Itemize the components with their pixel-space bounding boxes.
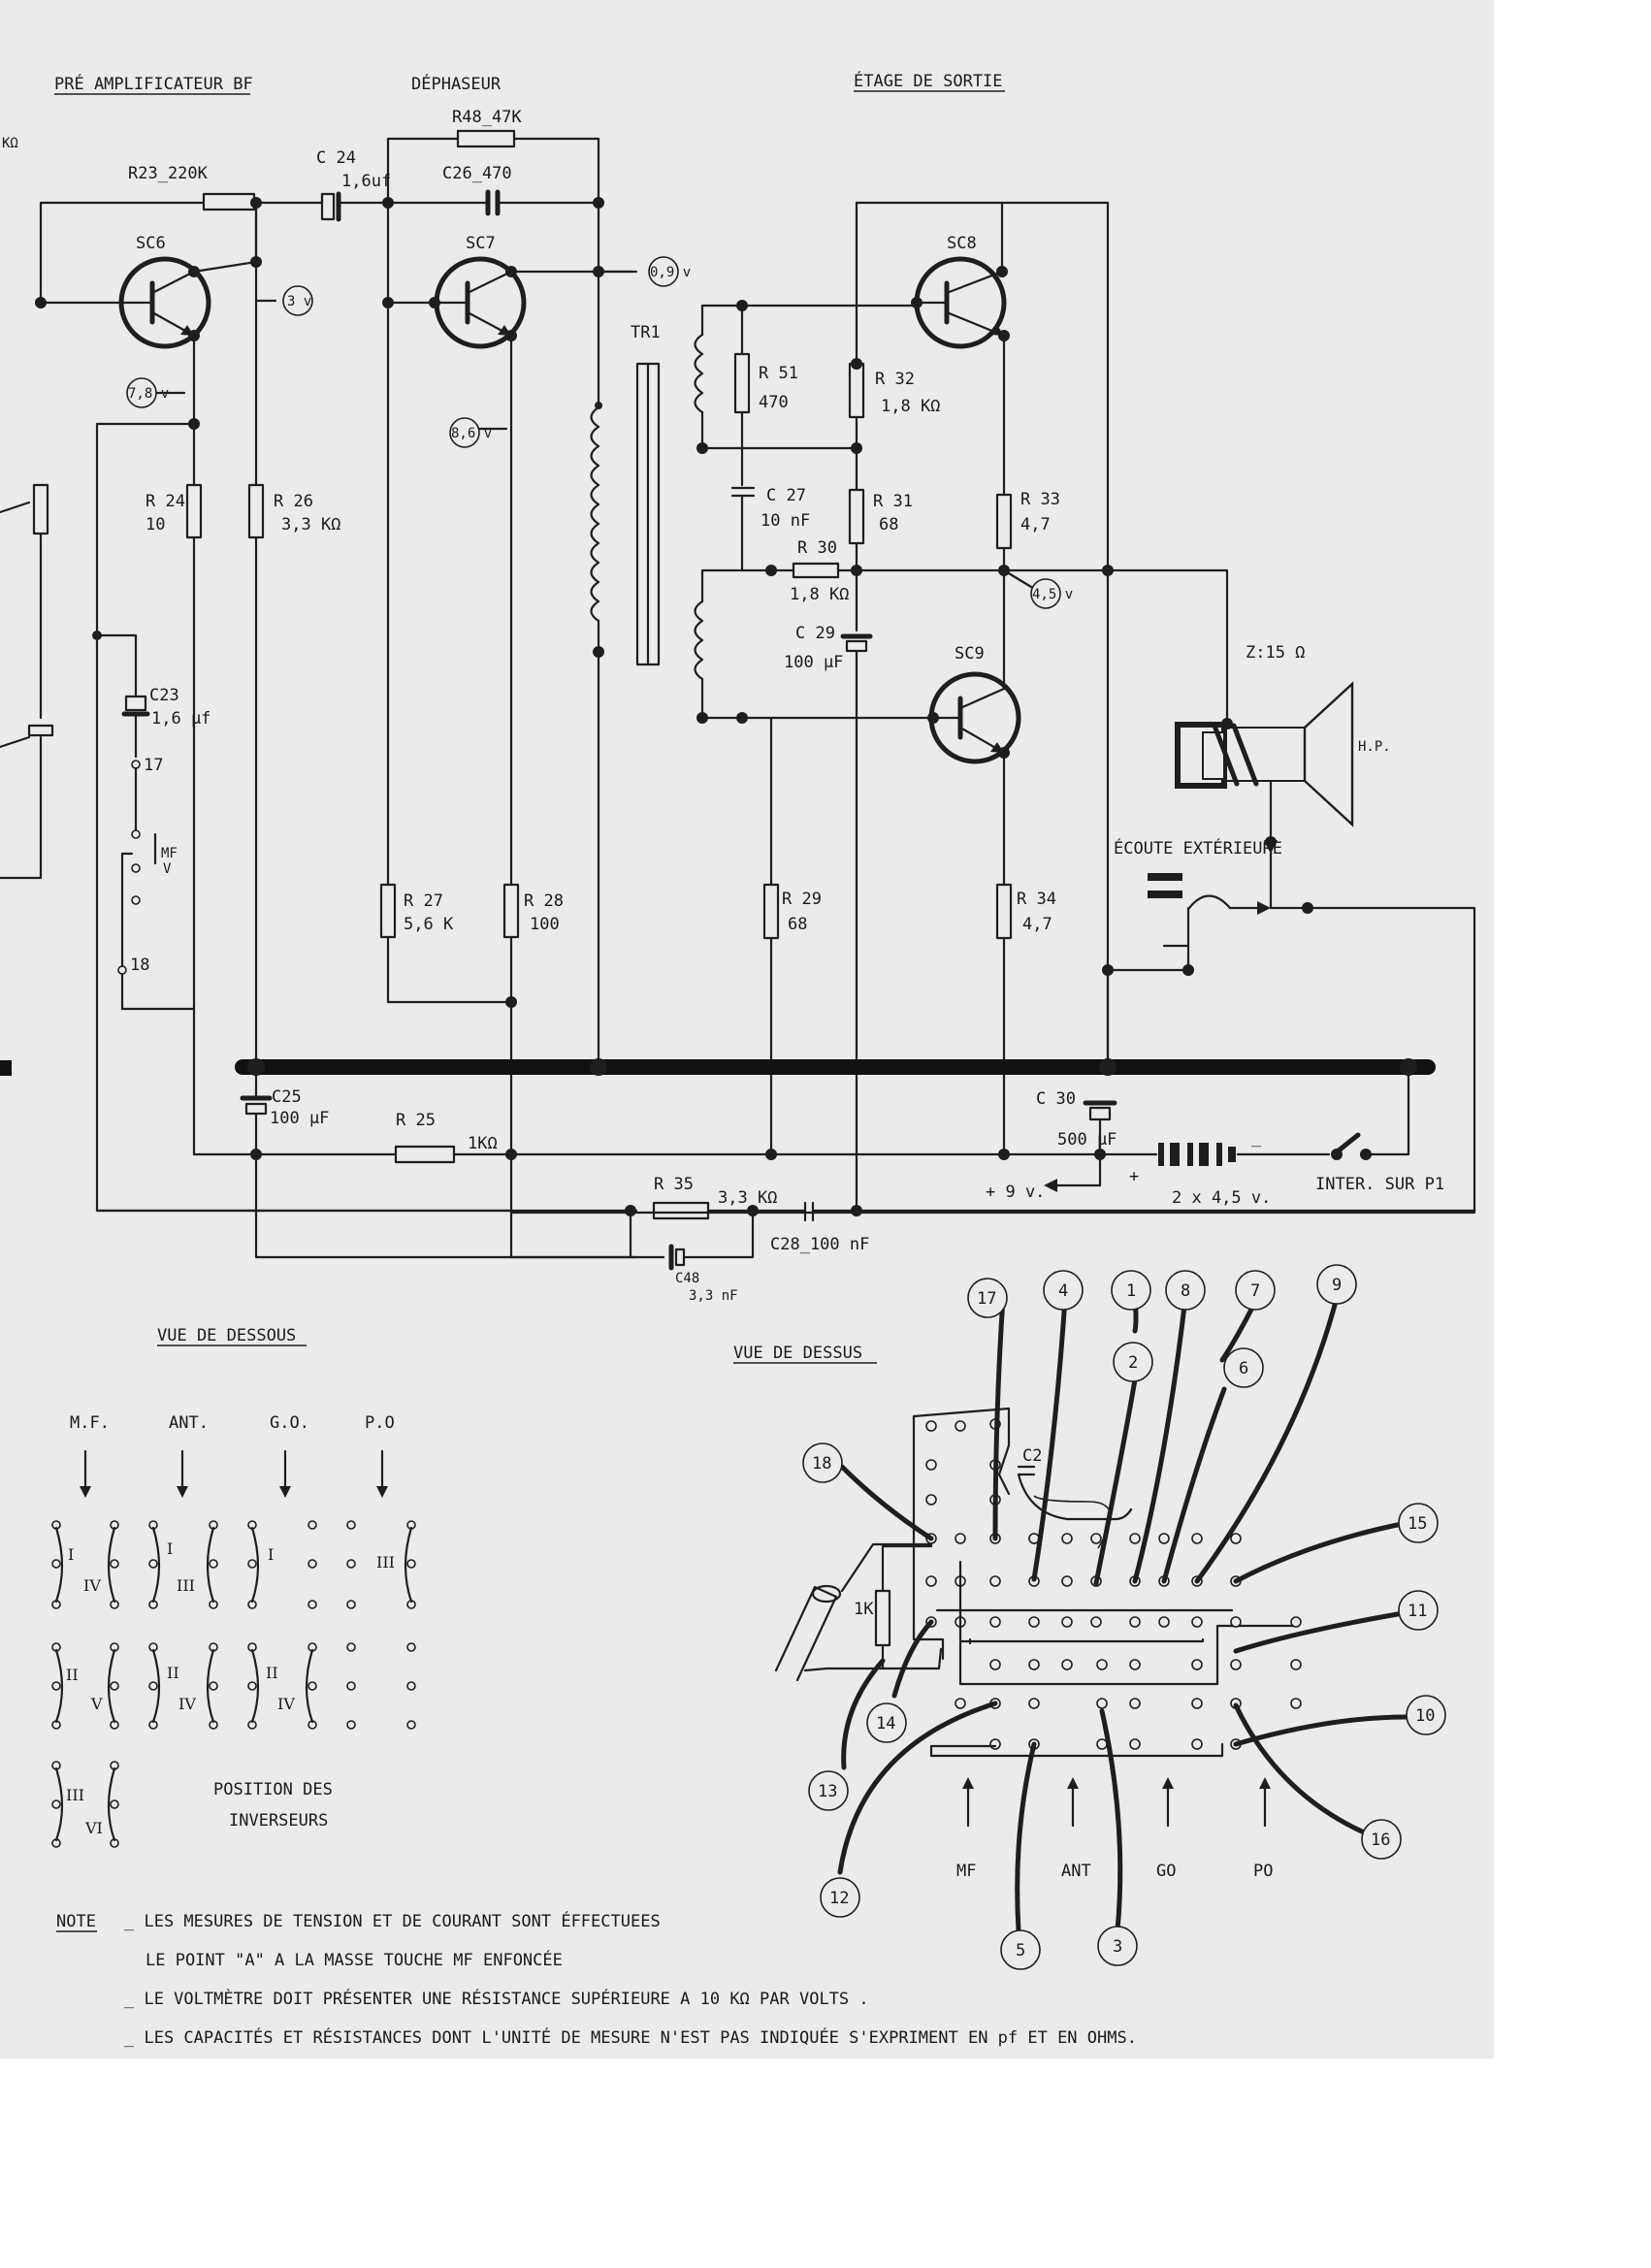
r27-resistor bbox=[381, 885, 395, 937]
svg-text:17: 17 bbox=[977, 1289, 997, 1309]
heading-phase-splitter: DÉPHASEUR bbox=[411, 75, 502, 94]
top-view-panel bbox=[733, 1265, 1445, 1969]
c27-label: C 27 bbox=[766, 486, 806, 505]
svg-text:2: 2 bbox=[1128, 1353, 1139, 1373]
svg-text:V: V bbox=[91, 1695, 103, 1713]
r48-resistor bbox=[458, 131, 514, 146]
r27-label: R 27 bbox=[404, 891, 443, 911]
svg-text:III: III bbox=[177, 1576, 195, 1595]
r34-value: 4,7 bbox=[1022, 915, 1052, 934]
r26-value: 3,3 KΩ bbox=[281, 515, 341, 535]
c26-label: C26_470 bbox=[442, 164, 512, 183]
c48-label: C48 bbox=[675, 1271, 700, 1286]
sc7-label: SC7 bbox=[466, 234, 496, 253]
svg-text:II: II bbox=[167, 1664, 179, 1682]
note-line-4: _ LES CAPACITÉS ET RÉSISTANCES DONT L'UNITÉ DE MESURE N'EST PAS INDIQUÉE S'EXPRIMENT EN pf ET EN OHMS. bbox=[124, 2028, 1137, 2048]
r24-label: R 24 bbox=[146, 492, 185, 511]
col-go: G.O. bbox=[270, 1413, 309, 1433]
svg-text:IV: IV bbox=[277, 1695, 295, 1713]
r29-value: 68 bbox=[788, 915, 808, 934]
r24-value: 10 bbox=[146, 515, 166, 535]
r28-value: 100 bbox=[530, 915, 560, 934]
c24-label: C 24 bbox=[316, 148, 356, 168]
top-view-title: VUE DE DESSUS bbox=[733, 1344, 863, 1363]
r32-value: 1,8 KΩ bbox=[881, 397, 941, 416]
r33-label: R 33 bbox=[1020, 490, 1060, 509]
svg-text:3 v: 3 v bbox=[287, 294, 312, 309]
r26-label: R 26 bbox=[274, 492, 313, 511]
tr1-transformer bbox=[592, 272, 934, 1067]
c29-label: C 29 bbox=[795, 624, 835, 643]
top-view-holes bbox=[926, 1419, 1301, 1749]
c28-label: C28_100 nF bbox=[770, 1235, 870, 1254]
sc9-label: SC9 bbox=[955, 644, 985, 664]
voltage-markers bbox=[127, 257, 1073, 608]
svg-text:9: 9 bbox=[1332, 1276, 1343, 1295]
svg-text:5: 5 bbox=[1016, 1941, 1026, 1960]
svg-text:7,8 v: 7,8 v bbox=[128, 386, 170, 402]
arrow-ant: ANT bbox=[1061, 1862, 1091, 1881]
ext-listen-label: ÉCOUTE EXTÉRIEURE bbox=[1114, 839, 1282, 859]
r48-label: R48_47K bbox=[452, 108, 522, 127]
c23-capacitor bbox=[126, 697, 146, 710]
r35-value: 3,3 KΩ bbox=[718, 1188, 778, 1208]
battery-label: 2 x 4,5 v. bbox=[1172, 1188, 1272, 1208]
svg-text:10: 10 bbox=[1415, 1706, 1436, 1726]
r33-resistor bbox=[997, 495, 1011, 548]
pin18-label: 18 bbox=[130, 956, 150, 975]
c24-value: 1,6uf bbox=[341, 172, 392, 191]
r30-label: R 30 bbox=[797, 538, 837, 558]
c2-label: C2 bbox=[1022, 1446, 1043, 1466]
svg-text:III: III bbox=[66, 1786, 84, 1804]
c27-value: 10 nF bbox=[761, 511, 811, 531]
mf-switch-label: MF bbox=[161, 846, 178, 861]
r28-label: R 28 bbox=[524, 891, 564, 911]
switch-label: INTER. SUR P1 bbox=[1315, 1175, 1445, 1194]
r35-label: R 35 bbox=[654, 1175, 694, 1194]
r24-resistor bbox=[187, 485, 201, 537]
r34-label: R 34 bbox=[1017, 890, 1056, 909]
switch-position-title-2: INVERSEURS bbox=[229, 1811, 329, 1831]
r25-value: 1KΩ bbox=[468, 1134, 498, 1153]
r29-label: R 29 bbox=[782, 890, 822, 909]
note-line-1: _ LES MESURES DE TENSION ET DE COURANT SONT ÉFFECTUEES bbox=[124, 1912, 661, 1931]
speaker-impedance: Z:15 Ω bbox=[1246, 643, 1306, 663]
c23-label: C23 bbox=[149, 686, 179, 705]
arrow-mf: MF bbox=[956, 1862, 977, 1881]
r1k-label: 1K bbox=[854, 1600, 874, 1619]
r35-resistor bbox=[654, 1203, 708, 1218]
svg-text:16: 16 bbox=[1371, 1831, 1391, 1850]
arrow-go: GO bbox=[1156, 1862, 1177, 1881]
r33-value: 4,7 bbox=[1020, 515, 1051, 535]
svg-text:I: I bbox=[167, 1539, 174, 1558]
svg-text:III: III bbox=[376, 1553, 395, 1571]
svg-text:8: 8 bbox=[1181, 1281, 1191, 1301]
r34-resistor bbox=[997, 885, 1011, 938]
c25-capacitor bbox=[246, 1104, 266, 1114]
r25-resistor bbox=[396, 1147, 454, 1162]
component-labels bbox=[128, 108, 1444, 1304]
tr1-label: TR1 bbox=[631, 323, 661, 342]
speaker-label: H.P. bbox=[1358, 739, 1391, 755]
bottom-view-title: VUE DE DESSOUS bbox=[157, 1326, 297, 1345]
svg-text:VI: VI bbox=[85, 1819, 103, 1837]
heading-preamp: PRÉ AMPLIFICATEUR BF bbox=[54, 75, 253, 94]
svg-text:14: 14 bbox=[876, 1714, 896, 1733]
svg-text:I: I bbox=[268, 1545, 275, 1564]
switch-position-title-1: POSITION DES bbox=[213, 1780, 333, 1799]
col-po: P.O bbox=[365, 1413, 395, 1433]
battery-plus: + bbox=[1129, 1167, 1140, 1186]
c30-label: C 30 bbox=[1036, 1089, 1076, 1109]
battery-minus: _ bbox=[1251, 1128, 1262, 1148]
c30-value: 500 μF bbox=[1057, 1130, 1117, 1150]
r25-label: R 25 bbox=[396, 1111, 436, 1130]
svg-text:II: II bbox=[266, 1664, 278, 1682]
svg-text:6: 6 bbox=[1239, 1359, 1249, 1378]
speaker-cone bbox=[1305, 684, 1352, 825]
note-line-3: _ LE VOLTMÈTRE DOIT PRÉSENTER UNE RÉSISTANCE SUPÉRIEURE A 10 KΩ PAR VOLTS . bbox=[124, 1990, 869, 2009]
r28-resistor bbox=[504, 885, 518, 937]
svg-text:15: 15 bbox=[1408, 1514, 1428, 1534]
col-ant: ANT. bbox=[169, 1413, 209, 1433]
svg-text:4: 4 bbox=[1058, 1281, 1069, 1301]
c29-capacitor bbox=[847, 641, 866, 651]
partial-label-left: KΩ bbox=[2, 136, 18, 151]
svg-text:IV: IV bbox=[178, 1695, 196, 1713]
r27-value: 5,6 K bbox=[404, 915, 454, 934]
svg-text:8,6 v: 8,6 v bbox=[451, 426, 493, 441]
c30-capacitor bbox=[1090, 1108, 1110, 1119]
r32-resistor bbox=[850, 364, 863, 417]
r30-value: 1,8 KΩ bbox=[790, 585, 850, 604]
r23-resistor bbox=[204, 194, 254, 210]
r31-label: R 31 bbox=[873, 492, 913, 511]
heading-output-stage: ÉTAGE DE SORTIE bbox=[854, 72, 1003, 91]
r31-value: 68 bbox=[879, 515, 899, 535]
arrow-po: PO bbox=[1253, 1862, 1274, 1881]
bottom-view-panel bbox=[52, 1326, 415, 1847]
r29-resistor bbox=[764, 885, 778, 938]
svg-text:3: 3 bbox=[1113, 1937, 1123, 1957]
svg-text:IV: IV bbox=[83, 1576, 101, 1595]
r23-label: R23_220K bbox=[128, 164, 208, 183]
col-mf: M.F. bbox=[70, 1413, 110, 1433]
notes-block bbox=[56, 1910, 1137, 2048]
mf-switch-num: V bbox=[163, 861, 172, 877]
r1k-resistor bbox=[876, 1591, 890, 1645]
c25-value: 100 μF bbox=[270, 1109, 330, 1128]
r51-value: 470 bbox=[759, 393, 789, 412]
svg-text:12: 12 bbox=[829, 1889, 850, 1908]
note-label: NOTE bbox=[56, 1912, 96, 1931]
top-view-pin-circles bbox=[803, 1265, 1445, 1969]
r26-resistor bbox=[249, 485, 263, 537]
svg-text:I: I bbox=[68, 1545, 75, 1564]
svg-text:7: 7 bbox=[1250, 1281, 1261, 1301]
svg-text:18: 18 bbox=[812, 1454, 832, 1474]
r51-resistor bbox=[735, 354, 749, 412]
pin17-label: 17 bbox=[144, 756, 164, 775]
c29-value: 100 μF bbox=[784, 653, 844, 672]
c23-value: 1,6 μf bbox=[151, 709, 211, 729]
r51-label: R 51 bbox=[759, 364, 798, 383]
sc8-label: SC8 bbox=[947, 234, 977, 253]
svg-text:4,5 v: 4,5 v bbox=[1032, 587, 1074, 602]
svg-text:13: 13 bbox=[818, 1782, 838, 1801]
r31-resistor bbox=[850, 490, 863, 543]
c48-value: 3,3 nF bbox=[689, 1288, 738, 1304]
sc6-label: SC6 bbox=[136, 234, 166, 253]
c25-label: C25 bbox=[272, 1087, 302, 1107]
supply-label: + 9 v. bbox=[986, 1183, 1046, 1202]
r32-label: R 32 bbox=[875, 370, 915, 389]
c24-capacitor bbox=[322, 194, 334, 219]
ext-jack bbox=[1148, 873, 1182, 881]
svg-text:11: 11 bbox=[1408, 1602, 1428, 1621]
battery-symbol bbox=[1158, 1143, 1164, 1166]
svg-text:1: 1 bbox=[1126, 1281, 1137, 1301]
note-line-2: LE POINT "A" A LA MASSE TOUCHE MF ENFONCÉE bbox=[146, 1951, 563, 1970]
r30-resistor bbox=[793, 564, 838, 577]
svg-text:II: II bbox=[66, 1666, 79, 1684]
svg-text:0,9 v: 0,9 v bbox=[650, 265, 692, 280]
